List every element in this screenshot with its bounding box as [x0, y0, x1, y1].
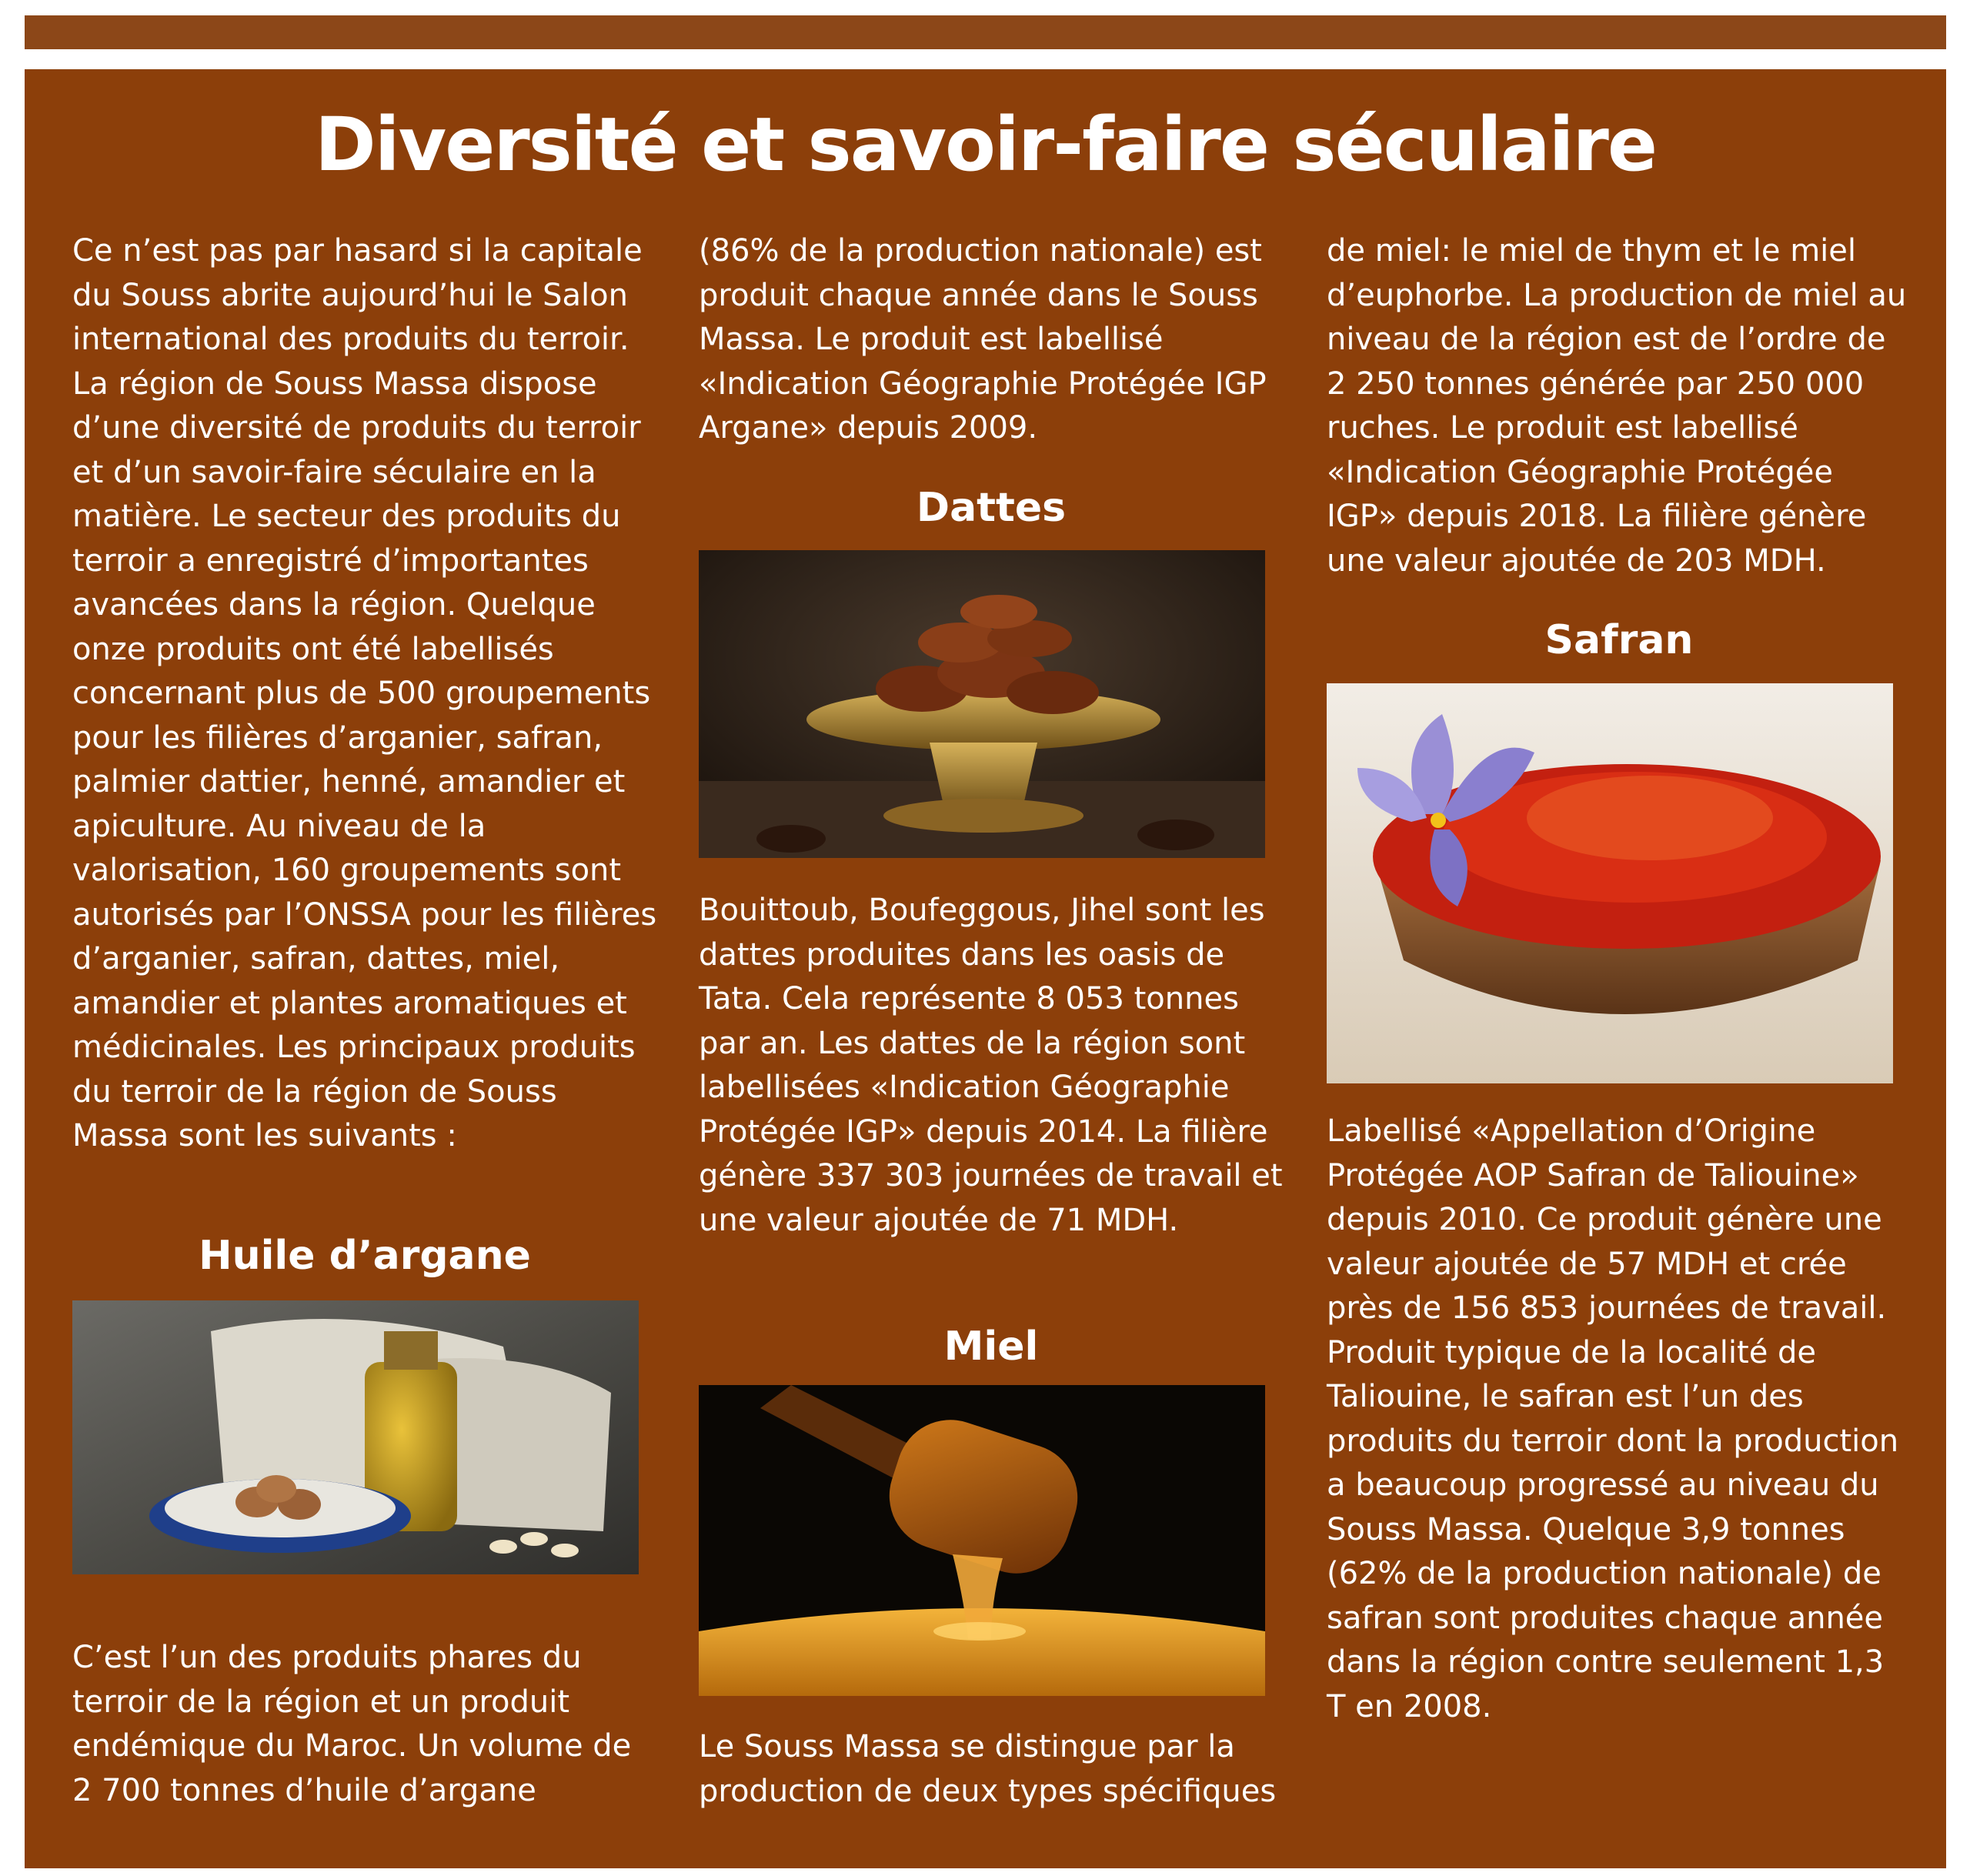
heading-argane: Huile d’argane: [199, 1233, 531, 1279]
miel-text-2: de miel: le miel de thym et le miel d’euphorbe. La production de miel au niveau de la région est de l’ordre de 2 250 tonnes générée par 250 000 ruches. Le produit est labellisé «Indication Géographie Protégée IGP» depuis 2018. La filière génère une valeur ajoutée de 203 MDH.: [1327, 233, 1907, 579]
heading-dattes: Dattes: [916, 485, 1067, 531]
honey-photo: [699, 1385, 1265, 1696]
top-rule: [25, 15, 1946, 49]
dattes-text: Bouittoub, Boufeggous, Jihel sont les dattes produites dans les oasis de Tata. Cela représente 8 053 tonnes par an. Les dattes de la région sont labellisées «Indication Géographie Protégée IGP» depuis 2014. La filière génère 337 303 journées de travail et une valeur ajoutée de 71 MDH.: [699, 893, 1283, 1238]
argan-oil-photo: [72, 1300, 639, 1574]
safran-text: Labellisé «Appellation d’Origine Protégée AOP Safran de Taliouine» depuis 2010. Ce produit génère une valeur ajoutée de 57 MDH et crée près de 156 853 journées de travail. Produit typique de la localité de Taliouine, le safran est l’un des produits du terroir dont la production a beaucoup progressé au niveau du Souss Massa. Quelque 3,9 tonnes (62% de la production nationale) de safran sont produites chaque année dans la région contre seulement 1,3 T en 2008.: [1327, 1113, 1899, 1724]
intro-paragraph: Ce n’est pas par hasard si la capitale du Souss abrite aujourd’hui le Salon international des produits du terroir. La région de Souss Massa dispose d’une diversité de produits du terroir et d’un savoir-faire séculaire en la matière. Le secteur des produits du terroir a enregistré d’importantes avancées dans la région. Quelque onze produits ont été labellisés concernant plus de 500 groupements pour les filières d’arganier, safran, palmier dattier, henné, amandier et apiculture. Au niveau de la valorisation, 160 groupements sont autorisés par l’ONSSA pour les filières d’arganier, safran, dattes, miel, amandier et plantes aromatiques et médicinales. Les principaux produits du terroir de la région de Souss Massa sont les suivants :: [72, 233, 657, 1153]
article-title: Diversité et savoir-faire séculaire: [315, 102, 1656, 188]
article-panel: [25, 69, 1946, 1868]
heading-miel: Miel: [943, 1324, 1039, 1370]
saffron-photo: [1327, 683, 1893, 1083]
miel-text-1: Le Souss Massa se distingue par la production de deux types spécifiques: [699, 1729, 1277, 1809]
intro-text: [72, 229, 657, 1159]
argane-text-2: (86% de la production nationale) est produit chaque année dans le Souss Massa. Le produit est labellisé «Indication Géographie Protégée IGP Argane» depuis 2009.: [699, 233, 1267, 446]
dates-photo: [699, 550, 1265, 858]
heading-safran: Safran: [1544, 617, 1694, 663]
argane-text-1: C’est l’un des produits phares du terroir de la région et un produit endémique du Maroc. Un volume de 2 700 tonnes d’huile d’argane: [72, 1640, 632, 1808]
